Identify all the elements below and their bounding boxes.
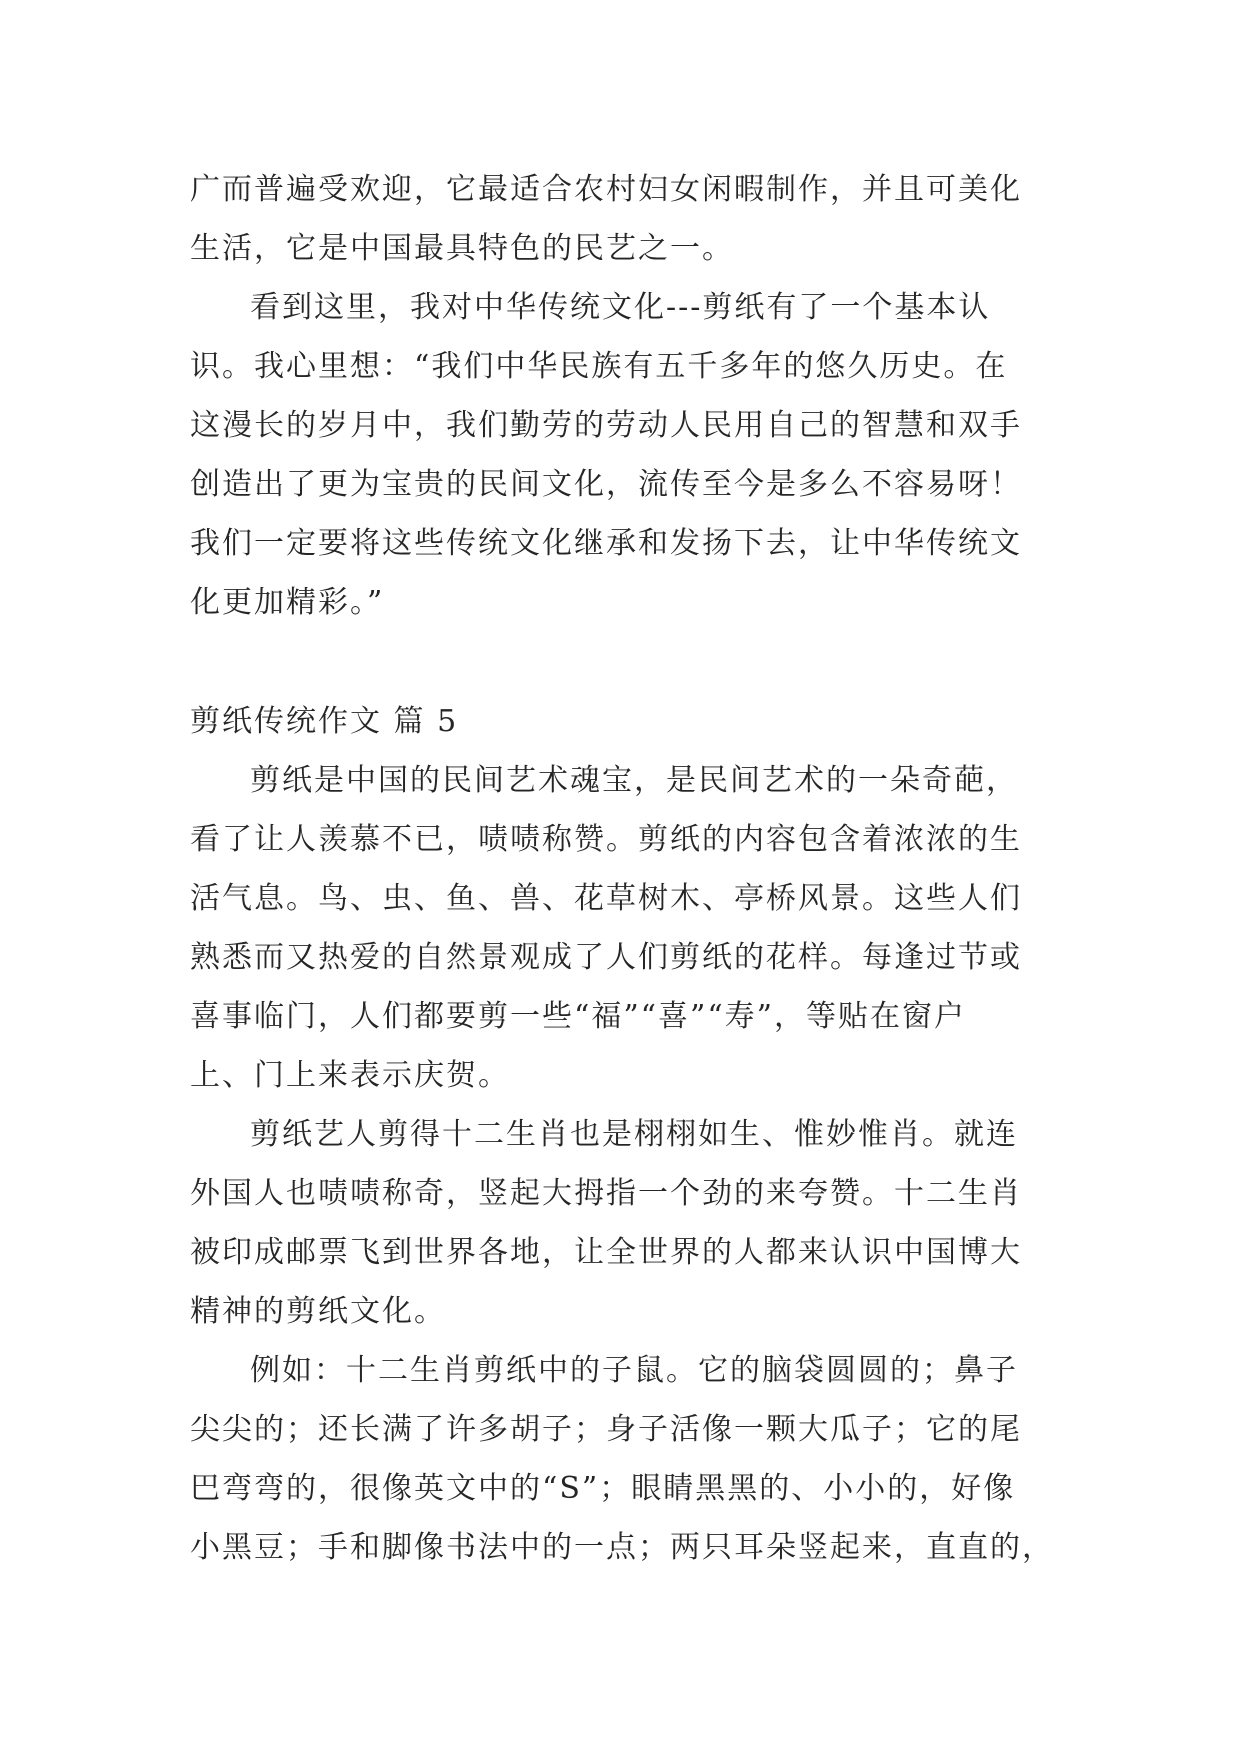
text-line: 我们一定要将这些传统文化继承和发扬下去，让中华传统文 xyxy=(190,526,1022,561)
paragraph xyxy=(190,751,1060,1105)
text-line: 看了让人羡慕不已，啧啧称赞。剪纸的内容包含着浓浓的生 xyxy=(190,822,1022,857)
text-line: 尖尖的；还长满了许多胡子；身子活像一颗大瓜子；它的尾 xyxy=(190,1412,1022,1447)
text-line: 熟悉而又热爱的自然景观成了人们剪纸的花样。每逢过节或 xyxy=(190,940,1022,975)
text-line: 剪纸是中国的民间艺术魂宝，是民间艺术的一朵奇葩， xyxy=(250,763,1018,798)
document-body xyxy=(190,160,1060,1577)
text-line: 看到这里，我对中华传统文化---剪纸有了一个基本认 xyxy=(250,290,991,325)
text-line: 广而普遍受欢迎，它最适合农村妇女闲暇制作，并且可美化 xyxy=(190,172,1022,207)
text-line: 识。我心里想：“我们中华民族有五千多年的悠久历史。在 xyxy=(190,349,1008,384)
section-spacer xyxy=(190,632,1060,692)
text-line: 创造出了更为宝贵的民间文化，流传至今是多么不容易呀！ xyxy=(190,467,1022,502)
text-line: 被印成邮票飞到世界各地，让全世界的人都来认识中国博大 xyxy=(190,1235,1022,1270)
paragraph xyxy=(190,278,1060,632)
paragraph xyxy=(190,1341,1060,1577)
text-line: 例如：十二生肖剪纸中的子鼠。它的脑袋圆圆的；鼻子 xyxy=(250,1353,1018,1388)
section-heading: 剪纸传统作文 篇 5 xyxy=(190,704,459,739)
text-line: 剪纸艺人剪得十二生肖也是栩栩如生、惟妙惟肖。就连 xyxy=(250,1117,1018,1152)
text-line: 小黑豆；手和脚像书法中的一点；两只耳朵竖起来，直直的， xyxy=(190,1530,1054,1565)
text-line: 外国人也啧啧称奇，竖起大拇指一个劲的来夸赞。十二生肖 xyxy=(190,1176,1022,1211)
paragraph xyxy=(190,1105,1060,1341)
paragraph-continuation xyxy=(190,160,1060,278)
text-line: 上、门上来表示庆贺。 xyxy=(190,1058,510,1093)
text-line: 这漫长的岁月中，我们勤劳的劳动人民用自己的智慧和双手 xyxy=(190,408,1022,443)
text-line: 精神的剪纸文化。 xyxy=(190,1294,446,1329)
text-line: 喜事临门，人们都要剪一些“福”“喜”“寿”，等贴在窗户 xyxy=(190,999,967,1034)
text-line: 活气息。鸟、虫、鱼、兽、花草树木、亭桥风景。这些人们 xyxy=(190,881,1022,916)
text-line: 巴弯弯的，很像英文中的“S”；眼睛黑黑的、小小的，好像 xyxy=(190,1471,1016,1506)
text-line: 生活，它是中国最具特色的民艺之一。 xyxy=(190,231,734,266)
text-line: 化更加精彩。” xyxy=(190,585,385,620)
